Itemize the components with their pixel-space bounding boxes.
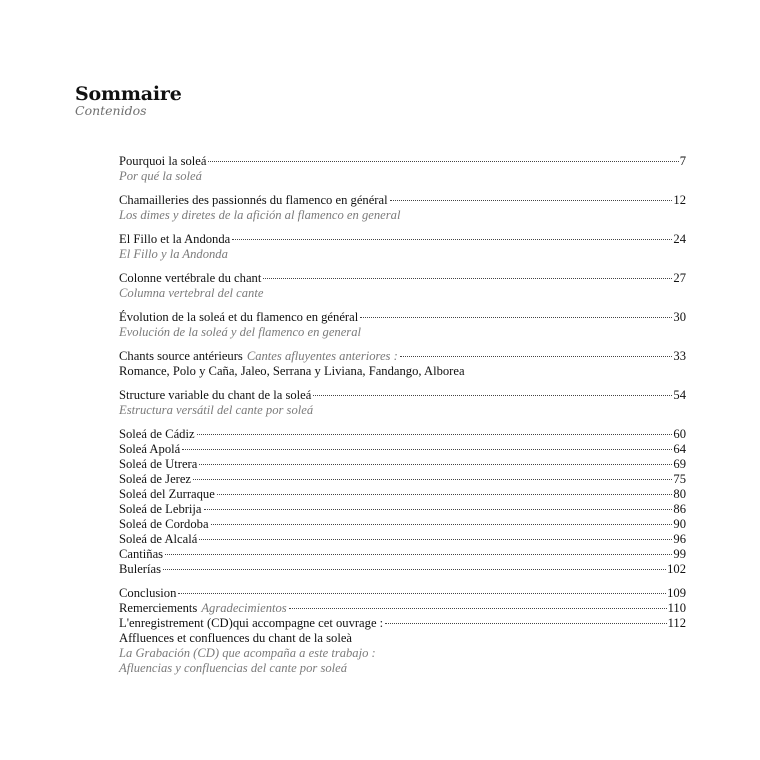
toc-page-number: 33	[673, 349, 686, 363]
dot-leader	[165, 554, 672, 555]
toc-page-number: 69	[673, 457, 686, 471]
toc-page-number: 112	[667, 616, 686, 630]
toc-entry-subtitle: El Fillo y la Andonda	[119, 247, 228, 261]
toc-page-number: 27	[673, 271, 686, 285]
dot-leader	[163, 569, 666, 570]
toc-entry-title: Structure variable du chant de la soleá	[119, 388, 312, 402]
dot-leader	[289, 608, 667, 609]
dot-leader	[217, 494, 673, 495]
toc-entry-title: Soleá de Cordoba	[119, 517, 209, 531]
toc-entry-continuation: Affluences et confluences du chant de la soleà	[119, 631, 353, 645]
dot-leader	[178, 593, 666, 594]
toc-entry-title: L'enregistrement (CD)qui accompagne cet ouvrage :	[119, 616, 384, 630]
dot-leader	[199, 464, 672, 465]
toc-entry-title: Évolution de la soleá et du flamenco en général	[119, 310, 359, 324]
toc-entry-structure[interactable]	[119, 388, 686, 418]
toc-entry-remerciements[interactable]	[119, 601, 686, 616]
toc-closing-group	[119, 586, 686, 676]
dot-leader	[390, 200, 673, 201]
toc-entry-title: Remerciements	[119, 601, 198, 615]
toc-entry-title: Chants source antérieurs	[119, 349, 243, 363]
toc-page-number: 12	[673, 193, 686, 207]
dot-leader	[400, 356, 673, 357]
dot-leader	[360, 317, 672, 318]
toc-entry-pourquoi[interactable]	[119, 154, 686, 184]
toc-entry-title: Pourquoi la soleá	[119, 154, 207, 168]
toc-entry-continuation: Romance, Polo y Caña, Jaleo, Serrana y Liviana, Fandango, Alborea	[119, 364, 465, 378]
toc-entry-el-fillo[interactable]	[119, 232, 686, 262]
toc-entry-conclusion[interactable]	[119, 586, 686, 601]
toc-page-number: 110	[667, 601, 686, 615]
toc-entry-enregistrement[interactable]	[119, 616, 686, 631]
dot-leader	[263, 278, 672, 279]
toc-entry-title: Chamailleries des passionnés du flamenco en général	[119, 193, 388, 207]
toc-page-number: 90	[673, 517, 686, 531]
page-title: Sommaire	[75, 83, 182, 105]
toc-entry-subtitle: Por qué la soleá	[119, 169, 202, 183]
toc-entry-chamailleries[interactable]	[119, 193, 686, 223]
toc-entry-chants-source[interactable]	[119, 349, 686, 379]
toc-entry-title: Soleá de Alcalá	[119, 532, 198, 546]
dot-leader	[197, 434, 673, 435]
toc-page-number: 102	[667, 562, 686, 576]
toc-entry-bulerias[interactable]	[119, 562, 686, 577]
dot-leader	[232, 239, 672, 240]
toc-entry-title: Soleá de Utrera	[119, 457, 198, 471]
toc-entry-title: Soleá de Cádiz	[119, 427, 195, 441]
toc-entry-zurraque[interactable]	[119, 487, 686, 502]
toc-entry-lebrija[interactable]	[119, 502, 686, 517]
toc-entry-apola[interactable]	[119, 442, 686, 457]
toc-styles-list	[119, 427, 686, 577]
toc-entry-jerez[interactable]	[119, 472, 686, 487]
toc-page-number: 75	[673, 472, 686, 486]
toc-entry-inline-subtitle: Agradecimientos	[201, 601, 287, 615]
toc-page-number: 7	[679, 154, 686, 168]
toc-page-number: 64	[673, 442, 686, 456]
dot-leader	[208, 161, 678, 162]
dot-leader	[385, 623, 666, 624]
toc-page-number: 30	[673, 310, 686, 324]
toc-entry-cadiz[interactable]	[119, 427, 686, 442]
toc-entry-subtitle: Evolución de la soleá y del flamenco en general	[119, 325, 362, 339]
toc-entry-title: Cantiñas	[119, 547, 164, 561]
toc-page-number: 54	[673, 388, 686, 402]
toc-page-number: 96	[673, 532, 686, 546]
toc-page-number: 60	[673, 427, 686, 441]
toc-entry-subtitle: Columna vertebral del cante	[119, 286, 264, 300]
dot-leader	[182, 449, 672, 450]
page-subtitle: Contenidos	[75, 103, 147, 118]
toc-entry-subtitle: Estructura versátil del cante por soleá	[119, 403, 314, 417]
toc-entry-title: Colonne vertébrale du chant	[119, 271, 262, 285]
toc-entry-subtitle: Los dimes y diretes de la afición al flamenco en general	[119, 208, 401, 222]
toc-entry-cordoba[interactable]	[119, 517, 686, 532]
table-of-contents	[119, 154, 686, 676]
dot-leader	[313, 395, 672, 396]
dot-leader	[204, 509, 673, 510]
toc-entry-colonne[interactable]	[119, 271, 686, 301]
toc-entry-title: Bulerías	[119, 562, 161, 576]
toc-page-number: 86	[673, 502, 686, 516]
toc-page-number: 109	[667, 586, 686, 600]
dot-leader	[193, 479, 672, 480]
toc-entry-alcala[interactable]	[119, 532, 686, 547]
toc-entry-title: Conclusion	[119, 586, 177, 600]
toc-entry-title: Soleá de Jerez	[119, 472, 192, 486]
toc-entry-cantinas[interactable]	[119, 547, 686, 562]
toc-entry-title: El Fillo et la Andonda	[119, 232, 231, 246]
toc-entry-utrera[interactable]	[119, 457, 686, 472]
toc-entry-evolution[interactable]	[119, 310, 686, 340]
toc-page-number: 80	[673, 487, 686, 501]
toc-entry-title: Soleá Apolá	[119, 442, 181, 456]
dot-leader	[211, 524, 673, 525]
toc-page-number: 24	[673, 232, 686, 246]
toc-entry-title: Soleá del Zurraque	[119, 487, 215, 501]
toc-entry-subtitle: La Grabación (CD) que acompaña a este trabajo :	[119, 646, 376, 660]
toc-entry-subtitle: Afluencias y confluencias del cante por soleá	[119, 661, 348, 675]
toc-page-number: 99	[673, 547, 686, 561]
toc-entry-inline-subtitle: Cantes afluyentes anteriores :	[246, 349, 398, 363]
toc-entry-title: Soleá de Lebrija	[119, 502, 202, 516]
dot-leader	[199, 539, 672, 540]
